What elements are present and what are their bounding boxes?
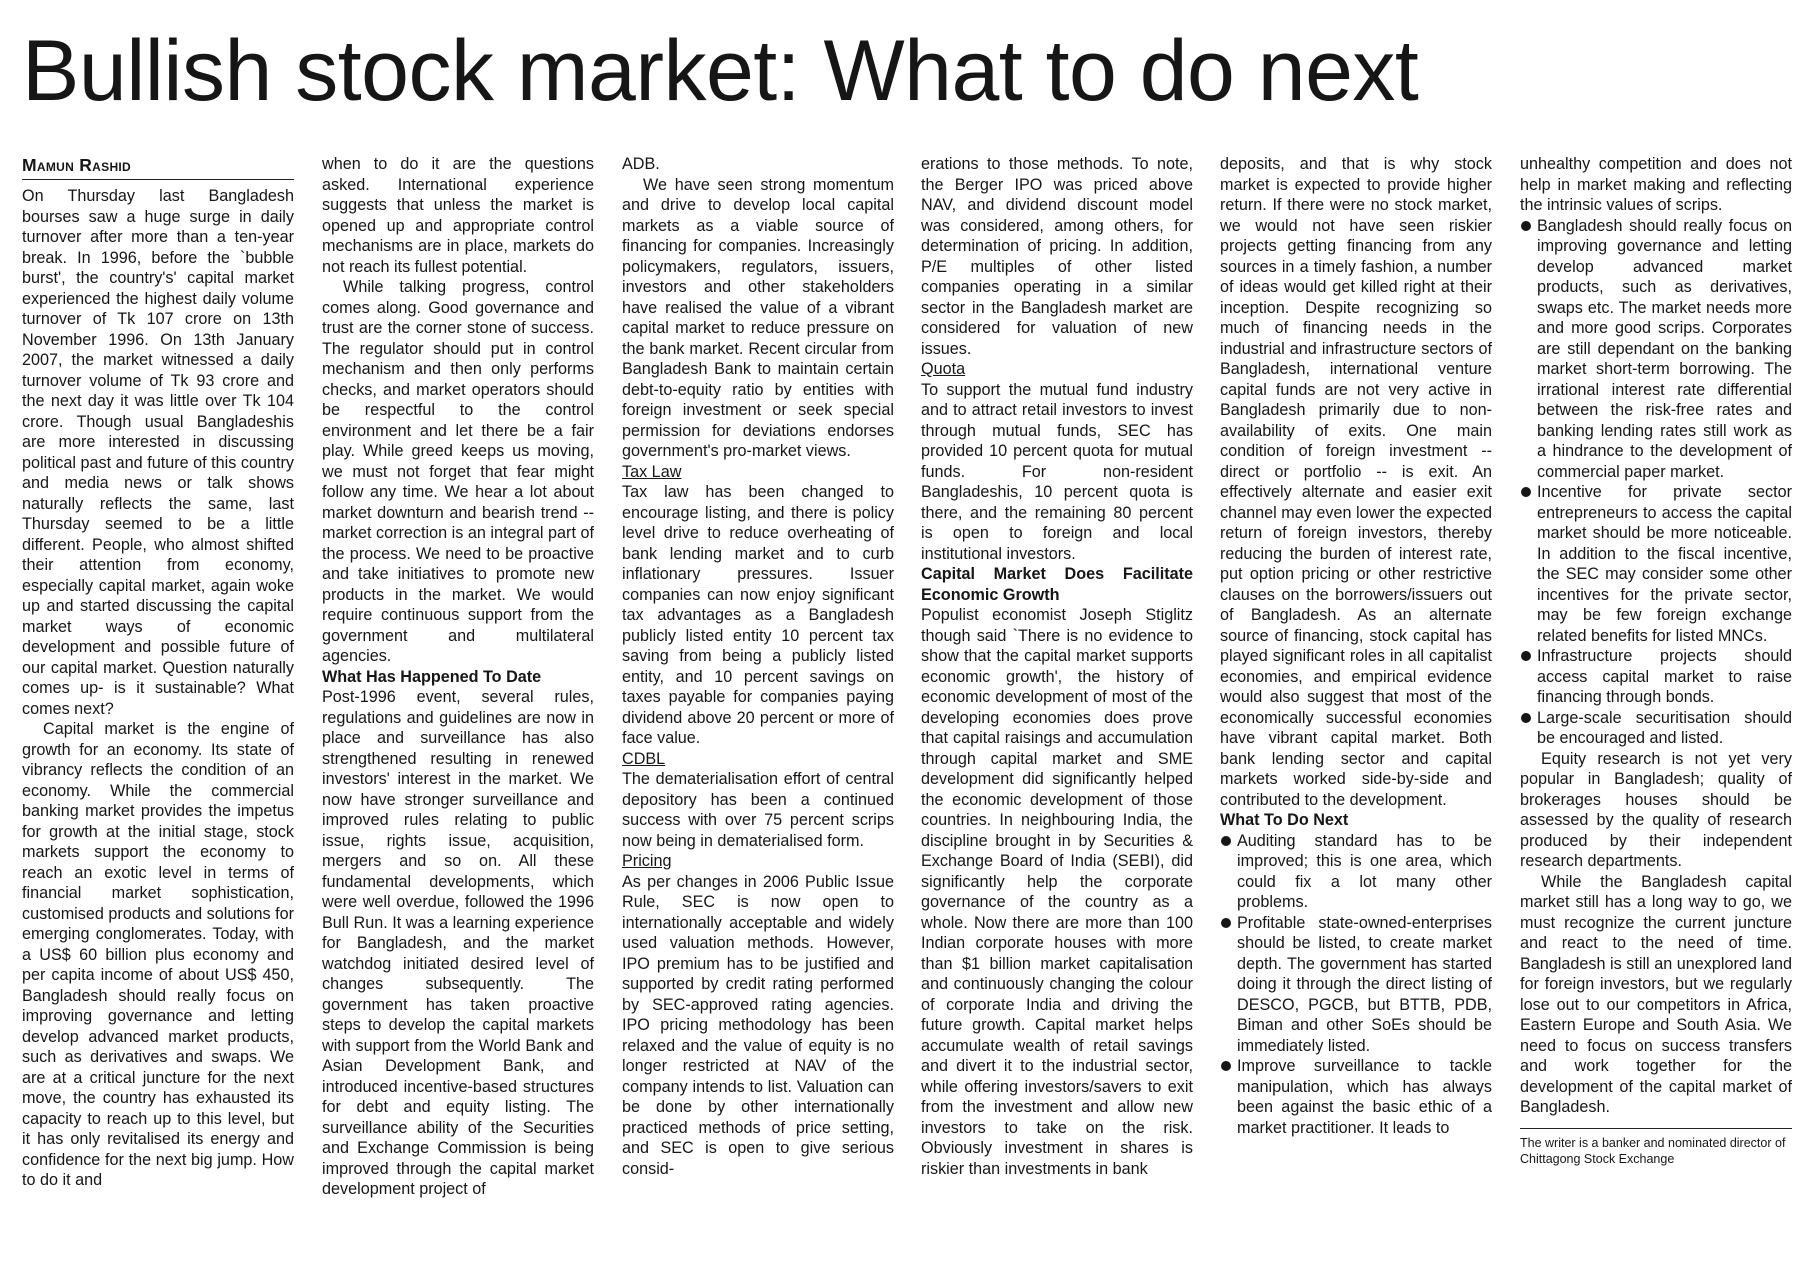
bullet-dot-icon — [1221, 836, 1231, 846]
subheading-underlined: Tax Law — [622, 462, 682, 481]
paragraph: Capital market is the engine of growth for an economy. Its state of vibrancy reflects the condition of an economy. While the commercial banking market provides the impetus for growth at the initial stage, stock markets support the economy to reach an exotic level in terms of financial market sophistication, customised products and solutions for emerging conglomerates. Today, with a US$ 60 billion plus economy and per capita income of about US$ 450, Bangladesh should really focus on improving governance and letting develop advanced market products, such as derivatives and swaps. We are at a critical juncture for the next move, the country has exhausted its capacity to reach up to this level, but it has only revitalised its energy and confidence for the next big jump. How to do it and — [22, 720, 294, 1189]
paragraph: We have seen strong momentum and drive to develop local capital markets as a viable source of financing for companies. Increasingly policymakers, regulators, issuers, investors and other stakeholders have realised the value of a vibrant capital market to reduce pressure on the bank market. Recent circular from Bangladesh Bank to maintain certain debt-to-equity ratio by entities with foreign investment or seek special permission for deviations endorses government's pro-market views. — [622, 175, 894, 460]
bullet-item — [1220, 913, 1492, 1057]
subheading-underlined: CDBL — [622, 749, 666, 768]
article-column-6 — [1520, 154, 1792, 1167]
subheading: What Has Happened To Date — [322, 667, 542, 686]
bullet-dot-icon — [1521, 713, 1531, 723]
subheading: Capital Market Does Facilitate Economic Growth — [921, 565, 1193, 604]
bullet-text: Auditing standard has to be improved; this is one area, which could fix a lot many other problems. — [1237, 831, 1492, 911]
bullet-dot-icon — [1221, 1061, 1231, 1071]
subheading-underlined: Pricing — [622, 852, 672, 870]
bullet-text: Improve surveillance to tackle manipulation, which has always been against the basic ethic of a market practitioner. It leads to — [1237, 1057, 1492, 1137]
paragraph: While talking progress, control comes along. Good governance and trust are the corner stone of success. The regulator should put in control mechanism and then only performs checks, and market operators should be respectful to the control environment and let there be a fair play. While greed keeps us moving, we must not forget that fear might follow any time. We hear a lot about market downturn and bearish trend -- market correction is an integral part of the process. We need to be proactive and take initiatives to promote new products in the market. We would require continuous support from the government and multilateral agencies. — [322, 278, 594, 665]
paragraph: Equity research is not yet very popular in Bangladesh; quality of brokerages houses should be assessed by the quality of research produced by their independent research departments. — [1520, 749, 1792, 870]
paragraph: Tax law has been changed to encourage listing, and there is policy level drive to reduce overheating of bank lending market and to curb inflationary pressures. Issuer companies can now enjoy significant tax advantages as a Bangladesh publicly listed entity 10 percent tax saving from being a publicly listed entity, and 10 percent savings on taxes payable for companies paying dividend above 20 percent or more of face value. — [622, 483, 894, 747]
bullet-item — [1520, 216, 1792, 483]
article-column-4 — [921, 154, 1193, 1179]
article-column-2 — [322, 154, 594, 1200]
paragraph: when to do it are the questions asked. International experience suggests that unless the market is opened up and appropriate control mechanisms are in place, markets do not reach its fullest potential. — [322, 155, 594, 276]
article-column-5 — [1220, 154, 1492, 1138]
paragraph: While the Bangladesh capital market still has a long way to go, we must recognize the current juncture and react to the need of time. Bangladesh is still an unexplored land for foreign investors, but we regularly lose out to our competitors in Africa, Eastern Europe and South Asia. We need to focus on success transfers and work together for the development of the capital market of Bangladesh. — [1520, 872, 1792, 1116]
headline: Bullish stock market: What to do next — [22, 23, 1419, 119]
author-note: The writer is a banker and nominated director of Chittagong Stock Exchange — [1520, 1128, 1792, 1167]
bullet-text: Profitable state-owned-enterprises should be listed, to create market depth. The government has started doing it through the direct listing of DESCO, PGCB, but BTTB, PDB, Biman and other SoEs should be immediately listed. — [1237, 913, 1492, 1055]
paragraph: On Thursday last Bangladesh bourses saw a huge surge in daily turnover after more than a ten-year break. In 1996, before the `bubble burst', the country's' capital market experienced the highest daily volume turnover of Tk 107 crore on 13th November 1996. On 13th January 2007, the market witnessed a daily turnover volume of Tk 93 crore and the next day it was little over Tk 104 crore. Though usual Bangladeshis are more interested in discussing political past and future of this country and media news or talk shows naturally reflects the same, last Thursday seemed to be a little different. People, who almost shifted their attention from economy, especially capital market, again woke up and started discussing the capital market ways of economic development and possible future of our capital market. Question naturally comes up- is it sustainable? What comes next? — [22, 187, 294, 718]
paragraph: To support the mutual fund industry and to attract retail investors to invest through mutual funds, SEC has provided 10 percent quota for mutual funds. For non-resident Bangladeshis, 10 percent quota is there, and the remaining 80 percent is open to foreign and local institutional investors. — [921, 380, 1193, 563]
paragraph: Populist economist Joseph Stiglitz though said `There is no evidence to show that the capital market supports economic growth', the history of economic development of most of the developing economies does prove that capital raisings and accumulation through capital market and SME development did significantly helped the economic development of those countries. In neighbouring India, the discipline brought in by Securities & Exchange Board of India (SEBI), did significantly help the corporate governance of the country as a whole. Now there are more than 100 Indian corporate houses with more than $1 billion market capitalisation and continuously changing the colour of corporate India and driving the future growth. Capital market helps accumulate wealth of retail savings and divert it to the industrial sector, while offering investors/savers to exit from the investment and allow new investors to take on the risk. Obviously investment in shares is riskier than investments in bank — [921, 606, 1193, 1178]
bullet-dot-icon — [1521, 221, 1531, 231]
paragraph: Post-1996 event, several rules, regulations and guidelines are now in place and surveillance has also strengthened resulting in renewed investors' interest in the market. We now have stronger surveillance and improved rules relating to public issue, rights issue, acquisition, mergers and so on. All these fundamental developments, which were well overdue, followed the 1996 Bull Run. It was a learning experience for Bangladesh, and the market watchdog initiated desired level of changes subsequently. The government has taken proactive steps to develop the capital markets with support from the World Bank and Asian Development Bank, and introduced incentive-based structures for debt and equity listing. The surveillance ability of the Securities and Exchange Commission is being improved through the capital market development project of — [322, 688, 594, 1198]
article-column-1 — [22, 154, 294, 1191]
bullet-text: Bangladesh should really focus on improving governance and letting develop advanced market products, such as derivatives, swaps etc. The market needs more and more good scrips. Corporates are still dependant on the banking market short-term borrowing. The irrational interest rate differential between the risk-free rates and banking lending rates still work as a hindrance to the development of commercial paper market. — [1537, 216, 1792, 481]
bullet-item — [1520, 708, 1792, 749]
paragraph: erations to those methods. To note, the Berger IPO was priced above NAV, and dividend discount model was considered, among others, for determination of pricing. In addition, P/E multiples of other listed companies operating in a similar sector in the Bangladesh market are considered for valuation of new issues. — [921, 155, 1193, 358]
subheading: What To Do Next — [1220, 811, 1349, 829]
bullet-text: Infrastructure projects should access capital market to raise financing through bonds. — [1537, 647, 1792, 706]
bullet-item — [1220, 1056, 1492, 1138]
bullet-item — [1520, 646, 1792, 708]
bullet-dot-icon — [1521, 487, 1531, 497]
subheading-underlined: Quota — [921, 360, 966, 378]
paragraph: unhealthy competition and does not help in market making and reflecting the intrinsic values of scrips. — [1520, 155, 1792, 214]
paragraph: ADB. — [622, 155, 660, 173]
bullet-text: Large-scale securitisation should be encouraged and listed. — [1537, 708, 1792, 747]
byline: Mamun Rashid — [22, 154, 294, 180]
article-column-3 — [622, 154, 894, 1179]
paragraph: The dematerialisation effort of central depository has been a continued success with over 75 percent scrips now being in dematerialised form. — [622, 770, 894, 850]
bullet-item — [1520, 482, 1792, 646]
paragraph: As per changes in 2006 Public Issue Rule, SEC is now open to internationally acceptable and widely used valuation methods. However, IPO premium has to be justified and supported by credit rating performed by SEC-approved rating agencies. IPO pricing methodology has been relaxed and the value of equity is no longer restricted at NAV of the company intends to list. Valuation can be done by other internationally practiced methods of price setting, and SEC is open to give serious consid- — [622, 872, 894, 1178]
bullet-dot-icon — [1221, 918, 1231, 928]
paragraph: deposits, and that is why stock market is expected to provide higher return. If there were no stock market, we would not have seen riskier projects getting financing from any sources in a timely fashion, a number of ideas would get killed right at their inception. Despite recognizing so much of financing needs in the industrial and infrastructure sectors of Bangladesh, international venture capital funds are not very active in Bangladesh primarily due to non-availability of exits. One main condition of foreign investment -- direct or portfolio -- is exit. An effectively alternate and easier exit channel may even lower the expected return of foreign investors, thereby reducing the burden of interest rate, put option pricing or other restrictive clauses on the borrowers/issuers out of Bangladesh. As an alternate source of financing, stock capital has played significant roles in all capitalist economies, and empirical evidence would also suggest that most of the economically successful economies have vibrant capital market. Both bank lending sector and capital markets worked side-by-side and contributed to the development. — [1220, 155, 1492, 809]
bullet-item — [1220, 831, 1492, 913]
bullet-text: Incentive for private sector entrepreneurs to access the capital market should be more noticeable. In addition to the fiscal incentive, the SEC may consider some other incentives for the private sector, may be few foreign exchange related benefits for listed MNCs. — [1537, 483, 1792, 645]
bullet-dot-icon — [1521, 651, 1531, 661]
